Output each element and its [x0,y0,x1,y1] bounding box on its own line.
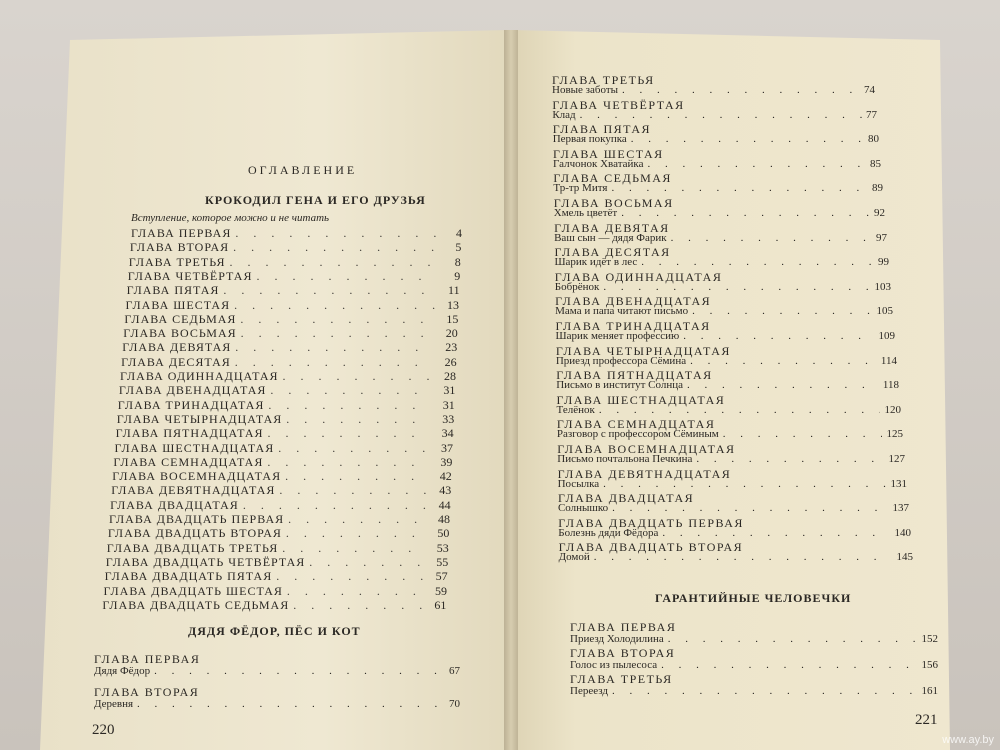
toc-entry-15 [116,426,454,440]
toc-chapter-19: ГЛАВА ДЕВЯТНАДЦАТАЯ [557,466,732,481]
dot-leader [154,665,445,678]
toc-chapter-6: ГЛАВА ШЕСТАЯ [553,146,664,161]
toc-subtitle-6-page: 85 [869,157,881,170]
toc-subtitle-14-page: 114 [880,354,897,367]
dot-leader [309,555,424,569]
toc-entry-13-label: ГЛАВА ТРИНАДЦАТАЯ [117,397,265,412]
dot-leader [690,355,877,368]
toc-entry-12 [119,383,456,397]
toc-subtitle-22-label: Домой [558,551,590,564]
toc-subtitle-14-label: Приезд профессора Сёмина [555,354,687,367]
toc-entry-1-page: 4 [456,226,462,240]
toc-subtitle-18 [557,453,905,466]
toc-subtitle-9-page: 97 [875,231,887,244]
intro-text: Вступление, которое можно и не читать [131,212,330,224]
toc-entry-24-label: ГЛАВА ДВАДЦАТЬ ЧЕТВЁРТАЯ [105,554,306,569]
toc-subtitle-15 [556,379,899,392]
toc-entry-22-page: 50 [437,526,450,541]
section-title-garantiynye: ГАРАНТИЙНЫЕ ЧЕЛОВЕЧКИ [655,591,852,605]
toc-subtitle-garant-3-page: 161 [921,685,938,697]
toc-entry-24-page: 55 [436,554,449,569]
toc-entry-10-label: ГЛАВА ДЕСЯТАЯ [121,354,231,369]
toc-entry-11-label: ГЛАВА ОДИННАДЦАТАЯ [120,369,279,383]
dot-leader [668,633,918,646]
toc-subtitle-garant-3 [570,685,938,698]
toc-subtitle-15-label: Письмо в институт Солнца [556,379,683,392]
toc-entry-1 [131,226,462,240]
dot-leader [276,569,423,583]
toc-entry-5 [127,283,460,297]
section-title-gena: КРОКОДИЛ ГЕНА И ЕГО ДРУЗЬЯ [205,193,426,207]
toc-chapter-15: ГЛАВА ПЯТНАДЦАТАЯ [556,368,713,383]
toc-subtitle-20-label: Солнышко [557,502,609,515]
toc-subtitle-3 [552,84,875,97]
toc-subtitle-12 [555,305,893,318]
dot-leader [288,512,426,526]
dot-leader [278,441,429,455]
dot-leader [687,379,879,392]
dot-leader [285,469,428,483]
toc-subtitle-12-page: 105 [876,305,893,318]
toc-entry-25-page: 57 [435,569,448,584]
toc-entry-19 [111,483,451,497]
dot-leader [293,598,422,612]
toc-entry-6-label: ГЛАВА ШЕСТАЯ [125,297,231,312]
dot-leader [662,527,890,540]
dot-leader [235,226,438,240]
toc-subtitle-garant-2 [570,659,938,672]
toc-subtitle-13 [556,330,896,343]
dot-leader [279,483,427,497]
toc-entry-11-page: 28 [444,369,456,383]
dot-leader [647,158,866,171]
toc-subtitle-10 [554,256,889,269]
toc-entry-5-label: ГЛАВА ПЯТАЯ [126,283,220,298]
dot-leader [612,502,888,515]
toc-entry-6 [126,298,460,312]
toc-subtitle-21-label: Болезнь дяди Фёдора [558,526,659,539]
toc-entry-23 [107,541,449,555]
toc-entry-21-label: ГЛАВА ДВАДЦАТЬ ПЕРВАЯ [109,512,285,526]
toc-chapter-21: ГЛАВА ДВАДЦАТЬ ПЕРВАЯ [558,515,744,530]
toc-subtitle-fedor-1-label: Дядя Фёдор [94,665,151,677]
toc-entry-10 [121,355,457,369]
toc-entry-2-page: 5 [455,240,462,255]
toc-subtitle-16 [557,404,901,417]
toc-chapter-14: ГЛАВА ЧЕТЫРНАДЦАТАЯ [555,343,731,358]
toc-entry-19-label: ГЛАВА ДЕВЯТНАДЦАТАЯ [111,483,276,498]
dot-leader [631,133,864,146]
toc-entry-22-label: ГЛАВА ДВАДЦАТЬ ВТОРАЯ [107,526,282,541]
toc-chapter-16: ГЛАВА ШЕСТНАДЦАТАЯ [556,392,726,407]
toc-subtitle-14 [556,355,897,368]
toc-entry-7 [124,312,458,326]
toc-entry-10-page: 26 [444,354,457,369]
toc-entry-3-label: ГЛАВА ТРЕТЬЯ [128,254,226,269]
toc-entry-20 [110,498,451,512]
toc-entry-14-label: ГЛАВА ЧЕТЫРНАДЦАТАЯ [116,411,283,426]
toc-subtitle-10-label: Шарик идёт в лес [554,256,638,269]
toc-subtitle-13-page: 109 [878,330,895,342]
toc-entry-17-label: ГЛАВА СЕМНАДЦАТАЯ [113,454,264,469]
toc-entry-22 [108,526,450,540]
toc-chapter-8: ГЛАВА ВОСЬМАЯ [553,196,674,210]
toc-chapter-fedor-1: ГЛАВА ПЕРВАЯ [94,652,201,666]
toc-chapter-4: ГЛАВА ЧЕТВЁРТАЯ [552,97,685,112]
toc-subtitle-21 [558,527,911,540]
watermark: www.ay.by [942,734,994,746]
toc-entry-27-label: ГЛАВА ДВАДЦАТЬ СЕДЬМАЯ [102,597,290,612]
dot-leader [229,255,436,269]
toc-entry-18 [112,469,452,483]
toc-subtitle-9-label: Ваш сын — дядя Фарик [554,231,667,244]
toc-chapter-fedor-2: ГЛАВА ВТОРАЯ [94,685,200,699]
dot-leader [287,584,423,598]
dot-leader [683,330,874,343]
toc-entry-8-label: ГЛАВА ВОСЬМАЯ [123,326,237,341]
toc-entry-16-page: 37 [441,440,453,455]
toc-chapter-3: ГЛАВА ТРЕТЬЯ [552,73,655,87]
dot-leader [268,426,430,440]
dot-leader [599,404,881,417]
toc-entry-14 [117,412,455,426]
toc-subtitle-11 [555,281,891,294]
toc-chapter-11: ГЛАВА ОДИННАДЦАТАЯ [554,269,723,284]
page-number-right: 221 [915,712,938,728]
dot-leader [621,207,870,220]
toc-subtitle-16-page: 120 [884,403,901,416]
toc-entry-26 [104,584,448,598]
toc-subtitle-19 [558,478,907,491]
toc-subtitle-garant-2-page: 156 [921,659,938,671]
toc-entry-18-label: ГЛАВА ВОСЕМНАДЦАТАЯ [112,469,282,484]
toc-subtitle-garant-2-label: Голос из пылесоса [570,659,658,671]
dot-leader [286,412,430,426]
toc-subtitle-18-page: 127 [888,453,905,465]
toc-chapter-9: ГЛАВА ДЕВЯТАЯ [554,220,670,235]
dot-leader [692,305,872,318]
toc-subtitle-fedor-1-page: 67 [449,665,460,677]
dot-leader [235,355,433,369]
toc-entry-14-page: 33 [442,411,455,426]
toc-entry-27 [102,598,446,612]
toc-subtitle-6-label: Галчонок Хватайка [553,157,644,170]
toc-chapter-12: ГЛАВА ДВЕНАДЦАТАЯ [555,294,712,309]
toc-entry-24 [106,555,449,569]
toc-chapter-18: ГЛАВА ВОСЕМНАДЦАТАЯ [557,442,736,456]
toc-subtitle-22-page: 145 [896,551,913,564]
toc-subtitle-19-page: 131 [890,477,907,490]
toc-subtitle-9 [554,232,887,245]
toc-subtitle-13-label: Шарик меняет профессию [555,330,680,342]
dot-leader [671,232,872,245]
toc-entry-6-page: 13 [447,297,459,312]
toc-entry-19-page: 43 [439,483,452,498]
toc-chapter-7: ГЛАВА СЕДЬМАЯ [553,171,672,186]
dot-leader [233,240,437,254]
dot-leader [282,541,425,555]
dot-leader [241,326,434,340]
dot-leader [286,526,425,540]
toc-subtitle-garant-1-label: Приезд Холодилина [570,633,664,645]
toc-entry-23-page: 53 [436,540,449,555]
toc-subtitle-8 [554,207,885,220]
toc-entry-26-label: ГЛАВА ДВАДЦАТЬ ШЕСТАЯ [103,583,283,598]
toc-entry-17 [113,455,452,469]
section-title-fedor: ДЯДЯ ФЁДОР, ПЁС И КОТ [188,624,361,638]
toc-entry-15-page: 34 [441,426,454,441]
toc-subtitle-3-label: Новые заботы [552,84,619,96]
toc-entry-16-label: ГЛАВА ШЕСТНАДЦАТАЯ [114,440,275,455]
toc-subtitle-4 [552,109,877,122]
toc-chapter-5: ГЛАВА ПЯТАЯ [552,122,652,137]
toc-subtitle-garant-3-label: Переезд [570,685,608,697]
toc-chapter-10: ГЛАВА ДЕСЯТАЯ [554,245,671,260]
toc-subtitle-15-page: 118 [882,379,899,392]
toc-subtitle-18-label: Письмо почтальона Печкина [557,453,693,465]
toc-entry-20-page: 44 [438,497,451,512]
toc-subtitle-fedor-1 [94,665,460,678]
toc-entry-21-page: 48 [438,512,450,526]
toc-entry-7-page: 15 [446,311,459,326]
toc-entry-27-page: 61 [434,597,447,612]
dot-leader [283,369,432,383]
dot-leader [641,256,874,269]
dot-leader [270,383,431,397]
dot-leader [267,455,428,469]
toc-subtitle-7-page: 89 [871,182,883,195]
toc-subtitle-7-label: Тр-тр Митя [553,182,608,195]
toc-entry-20-label: ГЛАВА ДВАДЦАТАЯ [110,497,239,512]
toc-entry-12-label: ГЛАВА ДВЕНАДЦАТАЯ [118,383,267,398]
toc-subtitle-22 [559,551,913,564]
toc-subtitle-3-page: 74 [864,84,875,96]
toc-entry-4-page: 9 [454,268,461,283]
toc-chapter-13: ГЛАВА ТРИНАДЦАТАЯ [555,319,711,333]
dot-leader [696,453,884,466]
dot-leader [603,478,886,491]
page-number-left: 220 [92,722,115,738]
toc-entry-25-label: ГЛАВА ДВАДЦАТЬ ПЯТАЯ [104,569,273,584]
toc-chapter-22: ГЛАВА ДВАДЦАТЬ ВТОРАЯ [558,540,744,555]
toc-subtitle-12-label: Мама и папа читают письмо [555,305,689,318]
dot-leader [256,269,436,283]
toc-subtitle-5-label: Первая покупка [552,133,627,146]
toc-entry-1-label: ГЛАВА ПЕРВАЯ [131,226,232,240]
toc-entry-3 [129,255,461,269]
toc-entry-8 [123,326,458,340]
dot-leader [622,84,860,97]
toc-entry-17-page: 39 [440,454,453,469]
toc-subtitle-8-page: 92 [874,207,885,219]
dot-leader [235,340,433,354]
toc-subtitle-fedor-2 [94,698,460,711]
dot-leader [612,685,918,698]
toc-entry-4 [128,269,461,283]
toc-subtitle-5 [553,133,879,146]
toc-subtitle-19-label: Посылка [557,477,600,490]
toc-chapter-garant-1: ГЛАВА ПЕРВАЯ [570,620,677,634]
book-spine [504,30,518,750]
toc-subtitle-17 [557,428,903,441]
toc-subtitle-4-label: Клад [552,108,576,121]
dot-leader [243,498,427,512]
toc-subtitle-fedor-2-label: Деревня [94,698,134,710]
toc-subtitle-17-page: 125 [886,428,903,441]
toc-subtitle-11-label: Бобрёнок [554,280,600,293]
toc-entry-8-page: 20 [445,326,458,341]
toc-entry-12-page: 31 [443,383,456,398]
toc-subtitle-11-page: 103 [874,280,891,293]
dot-leader [661,659,917,672]
toc-subtitle-fedor-2-page: 70 [449,698,460,710]
dot-leader [137,698,445,711]
toc-entry-9-label: ГЛАВА ДЕВЯТАЯ [122,340,232,355]
toc-entry-11 [120,369,456,383]
toc-entry-2 [130,240,462,254]
toc-entry-25 [105,569,448,583]
toc-entry-3-page: 8 [454,254,461,269]
dot-leader [240,312,434,326]
toc-subtitle-4-page: 77 [865,108,877,121]
toc-entry-13 [118,398,455,412]
toc-entry-4-label: ГЛАВА ЧЕТВЁРТАЯ [127,268,253,283]
toc-subtitle-16-label: Телёнок [556,403,595,416]
toc-subtitle-20-page: 137 [892,502,909,515]
toc-entry-26-page: 59 [435,583,447,598]
dot-leader [594,551,893,564]
dot-leader [611,182,868,195]
dot-leader [234,298,435,312]
toc-entry-9-page: 23 [445,340,458,355]
toc-chapter-17: ГЛАВА СЕМНАДЦАТАЯ [556,417,716,432]
dot-leader [223,283,435,297]
dot-leader [723,428,883,441]
toc-entry-13-page: 31 [442,397,455,412]
toc-subtitle-10-page: 99 [877,256,889,269]
toc-subtitle-5-page: 80 [867,133,879,146]
toc-entry-23-label: ГЛАВА ДВАДЦАТЬ ТРЕТЬЯ [106,540,279,555]
toc-subtitle-17-label: Разговор с профессором Сёминым [556,428,719,441]
dot-leader [580,109,862,122]
toc-subtitle-7 [553,182,883,195]
toc-chapter-20: ГЛАВА ДВАДЦАТАЯ [557,491,695,506]
toc-entry-21 [109,512,450,526]
toc-subtitle-garant-1 [570,633,938,646]
toc-entry-15-label: ГЛАВА ПЯТНАДЦАТАЯ [115,426,264,441]
toc-entry-9 [122,340,457,354]
dot-leader [603,281,870,294]
toc-entry-16 [115,441,454,455]
toc-entry-2-label: ГЛАВА ВТОРАЯ [129,240,230,255]
toc-subtitle-20 [558,502,909,515]
toc-title: ОГЛАВЛЕНИЕ [248,163,358,177]
dot-leader [268,398,430,412]
toc-entry-5-page: 11 [448,283,460,298]
toc-entry-7-label: ГЛАВА СЕДЬМАЯ [124,311,237,326]
toc-subtitle-8-label: Хмель цветёт [553,207,618,219]
toc-subtitle-garant-1-page: 152 [921,633,938,645]
toc-subtitle-21-page: 140 [894,526,911,539]
toc-chapter-garant-3: ГЛАВА ТРЕТЬЯ [570,672,673,686]
toc-chapter-garant-2: ГЛАВА ВТОРАЯ [570,646,676,660]
toc-subtitle-6 [553,158,881,171]
toc-entry-18-page: 42 [439,469,452,484]
